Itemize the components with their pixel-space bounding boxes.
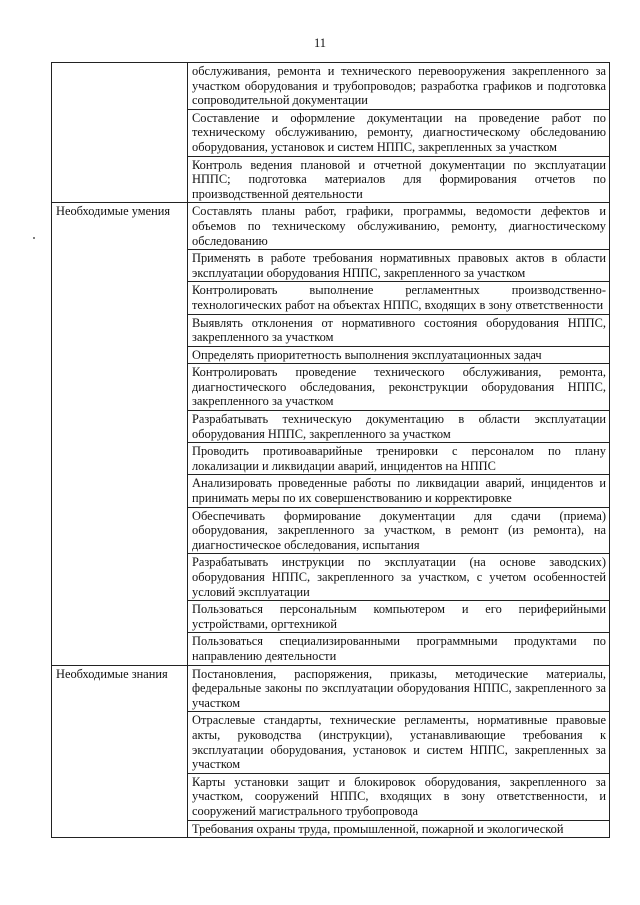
table-cell: Контролировать проведение технического обслуживания, ремонта, диагностического обследования, реконструкции оборудования НППС, закрепленного за участком	[188, 364, 610, 411]
table-cell: Отраслевые стандарты, технические регламенты, нормативные правовые акты, руководства (инструкции), устанавливающие требования к эксплуатации оборудования, установок и систем НППС, закрепленных за участком	[188, 712, 610, 773]
table-row	[52, 63, 610, 110]
section-label	[52, 63, 188, 203]
table-cell: Карты установки защит и блокировок оборудования, закрепленного за участком, сооружений НППС, входящих в зону ответственности, и сооружений магистрального трубопровода	[188, 773, 610, 820]
table-cell: Постановления, распоряжения, приказы, методические материалы, федеральные законы по эксплуатации оборудования НППС, закрепленного за участком	[188, 665, 610, 712]
table-cell: Контроль ведения плановой и отчетной документации по эксплуатации НППС; подготовка материалов для формирования отчетов по производственной деятельности	[188, 156, 610, 203]
table-cell: Проводить противоаварийные тренировки с персоналом по плану локализации и ликвидации аварий, инцидентов на НППС	[188, 443, 610, 475]
table-cell: Требования охраны труда, промышленной, пожарной и экологической	[188, 820, 610, 838]
table-row	[52, 665, 610, 712]
table-cell: обслуживания, ремонта и технического перевооружения закрепленного за участком оборудования и трубопроводов; разработка графиков и подготовка сопроводительной документации	[188, 63, 610, 110]
scan-speck	[33, 237, 35, 239]
section-label: Необходимые знания	[52, 665, 188, 838]
table-cell: Разрабатывать инструкции по эксплуатации (на основе заводских) оборудования НППС, закрепленного за участком, с учетом особенностей условий эксплуатации	[188, 554, 610, 601]
standard-table	[51, 62, 610, 838]
table-cell: Контролировать выполнение регламентных производственно-технологических работ на объектах НППС, входящих в зону ответственности	[188, 282, 610, 314]
table-cell: Определять приоритетность выполнения эксплуатационных задач	[188, 346, 610, 364]
table-cell: Составлять планы работ, графики, программы, ведомости дефектов и объемов по техническому обслуживанию, ремонту, диагностическому обследованию	[188, 203, 610, 250]
table-cell: Обеспечивать формирование документации для сдачи (приема) оборудования, закрепленного за участком, в ремонт (из ремонта), на диагностическое обследования, испытания	[188, 507, 610, 554]
page-number: 11	[313, 36, 327, 50]
table-cell: Применять в работе требования нормативных правовых актов в области эксплуатации оборудования НППС, закрепленного за участком	[188, 250, 610, 282]
table-cell: Пользоваться специализированными программными продуктами по направлению деятельности	[188, 633, 610, 665]
section-label: Необходимые умения	[52, 203, 188, 665]
table-cell: Составление и оформление документации на проведение работ по техническому обслуживанию, ремонту, диагностическому обследованию оборудования, установок и систем НППС, закрепленных за участком	[188, 109, 610, 156]
table-cell: Пользоваться персональным компьютером и его периферийными устройствами, оргтехникой	[188, 601, 610, 633]
table-cell: Выявлять отклонения от нормативного состояния оборудования НППС, закрепленного за участком	[188, 314, 610, 346]
table-cell: Разрабатывать техническую документацию в области эксплуатации оборудования НППС, закрепленного за участком	[188, 411, 610, 443]
table-row	[52, 203, 610, 250]
table-cell: Анализировать проведенные работы по ликвидации аварий, инцидентов и принимать меры по их совершенствованию и корректировке	[188, 475, 610, 507]
